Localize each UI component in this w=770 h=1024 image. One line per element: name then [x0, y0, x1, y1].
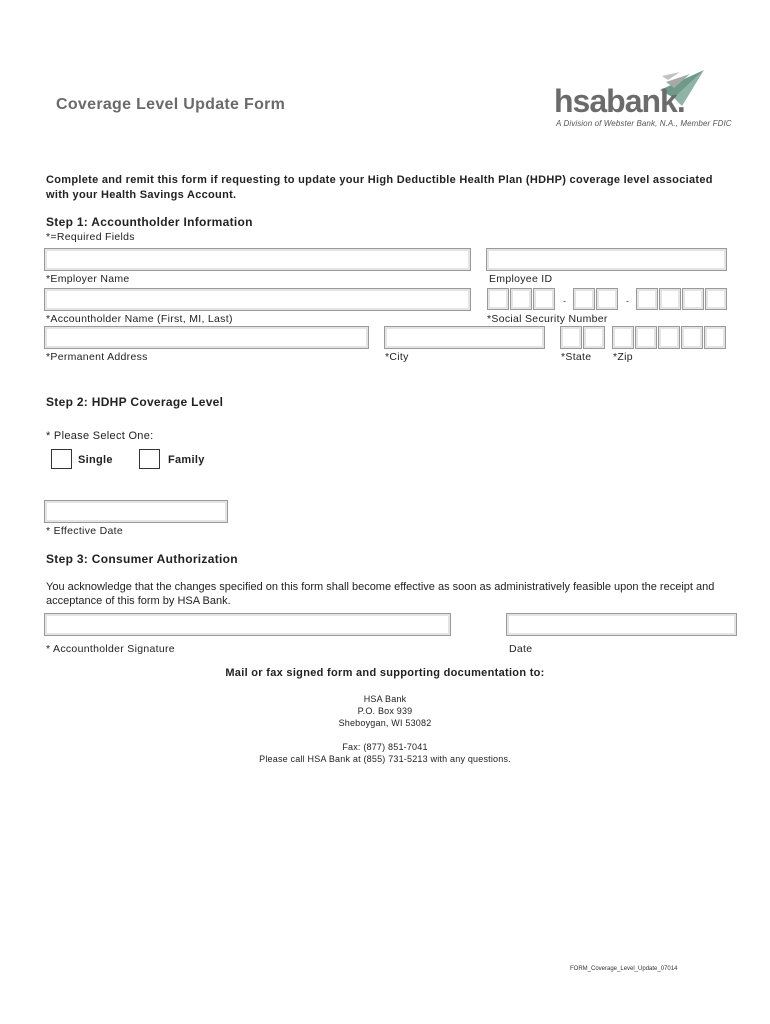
- zip-label: *Zip: [613, 351, 633, 363]
- step1-heading: Step 1: Accountholder Information: [46, 215, 253, 229]
- employee-id-field[interactable]: [486, 248, 727, 271]
- ssn-digit-8[interactable]: [682, 288, 704, 310]
- ssn-digit-7[interactable]: [659, 288, 681, 310]
- zip-digit-3[interactable]: [658, 326, 680, 349]
- ssn-digit-2[interactable]: [510, 288, 532, 310]
- accountholder-name-label: *Accountholder Name (First, MI, Last): [46, 313, 233, 325]
- required-fields-note: *=Required Fields: [46, 231, 135, 243]
- address-line-2: P.O. Box 939: [357, 706, 413, 716]
- select-prompt: * Please Select One:: [46, 430, 154, 442]
- single-option-label: Single: [78, 454, 113, 466]
- ssn-separator: -: [563, 296, 566, 306]
- effective-date-field[interactable]: [44, 500, 228, 523]
- city-field[interactable]: [384, 326, 545, 349]
- ssn-separator: -: [626, 296, 629, 306]
- employer-name-field[interactable]: [44, 248, 471, 271]
- intro-text: Complete and remit this form if requesting to update your High Deductible Health Plan (HDHP) coverage level associated with your Health Savings Account.: [46, 174, 713, 201]
- step3-heading: Step 3: Consumer Authorization: [46, 552, 238, 566]
- employee-id-label: Employee ID: [489, 273, 553, 285]
- ssn-digit-6[interactable]: [636, 288, 658, 310]
- permanent-address-field[interactable]: [44, 326, 369, 349]
- employer-name-label: *Employer Name: [46, 273, 130, 285]
- state-label: *State: [561, 351, 592, 363]
- zip-digit-1[interactable]: [612, 326, 634, 349]
- signature-field[interactable]: [44, 613, 451, 636]
- page-title: Coverage Level Update Form: [56, 96, 286, 113]
- permanent-address-label: *Permanent Address: [46, 351, 148, 363]
- mailing-title: Mail or fax signed form and supporting documentation to:: [225, 667, 545, 679]
- state-letter-1[interactable]: [560, 326, 582, 349]
- ssn-digit-9[interactable]: [705, 288, 727, 310]
- zip-digit-5[interactable]: [704, 326, 726, 349]
- step2-heading: Step 2: HDHP Coverage Level: [46, 395, 224, 409]
- fax-number: Fax: (877) 851-7041: [342, 742, 428, 752]
- date-label: Date: [509, 643, 533, 655]
- ssn-digit-1[interactable]: [487, 288, 509, 310]
- signature-date-field[interactable]: [506, 613, 737, 636]
- family-option-label: Family: [168, 454, 205, 466]
- zip-digit-4[interactable]: [681, 326, 703, 349]
- ssn-label: *Social Security Number: [487, 313, 608, 325]
- ssn-digit-4[interactable]: [573, 288, 595, 310]
- address-line-1: HSA Bank: [363, 694, 407, 704]
- ssn-digit-3[interactable]: [533, 288, 555, 310]
- form-code: FORM_Coverage_Level_Update_07014: [570, 966, 678, 972]
- effective-date-label: * Effective Date: [46, 525, 123, 537]
- acknowledgement-text: You acknowledge that the changes specified on this form shall become effective as soon as administratively feasible upon the receipt and acceptance of this form by HSA Bank.: [46, 581, 715, 607]
- city-label: *City: [385, 351, 409, 363]
- accountholder-name-field[interactable]: [44, 288, 471, 311]
- family-checkbox[interactable]: [139, 449, 160, 469]
- hsabank-logo: hsabank.: [554, 83, 685, 119]
- phone-note: Please call HSA Bank at (855) 731-5213 with any questions.: [259, 754, 511, 764]
- signature-label: * Accountholder Signature: [46, 643, 175, 655]
- ssn-digit-5[interactable]: [596, 288, 618, 310]
- address-line-3: Sheboygan, WI 53082: [338, 718, 432, 728]
- state-letter-2[interactable]: [583, 326, 605, 349]
- single-checkbox[interactable]: [51, 449, 72, 469]
- logo-subtitle: A Division of Webster Bank, N.A., Member FDIC: [556, 119, 732, 128]
- zip-digit-2[interactable]: [635, 326, 657, 349]
